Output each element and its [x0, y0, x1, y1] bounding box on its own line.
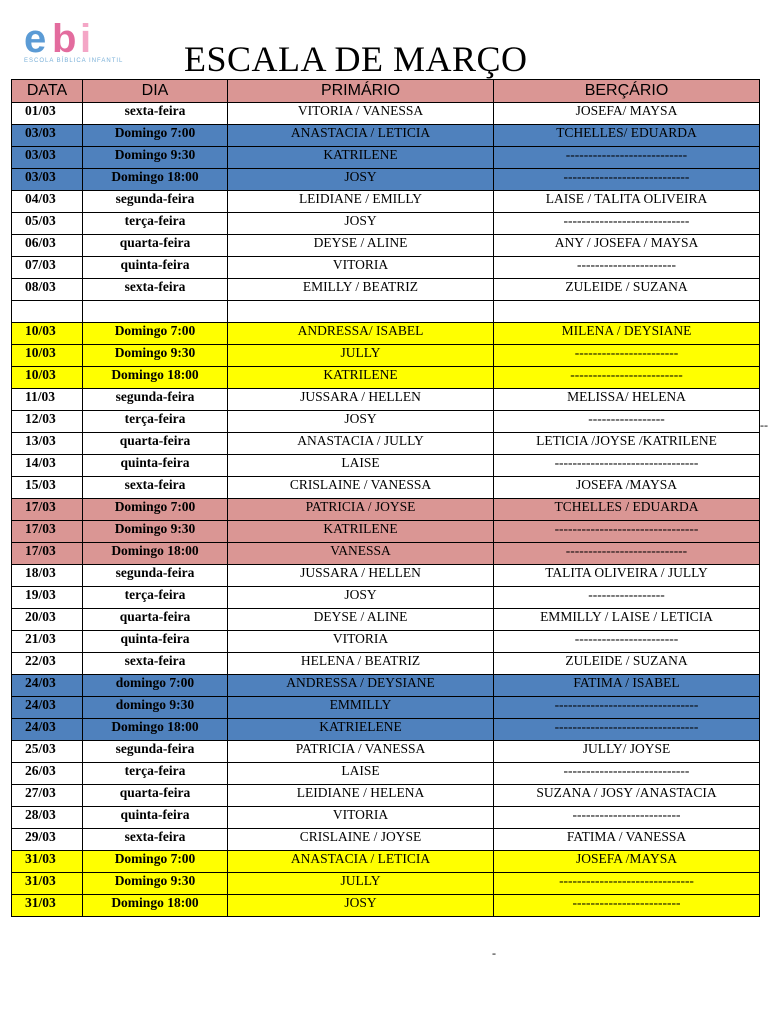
cell-data: 08/03 — [12, 279, 83, 301]
cell-bercario: EMMILLY / LAISE / LETICIA — [494, 609, 760, 631]
cell-primario: LEIDIANE / EMILLY — [228, 191, 494, 213]
svg-text:ESCOLA BÍBLICA INFANTIL: ESCOLA BÍBLICA INFANTIL — [24, 58, 124, 64]
logo — [18, 8, 161, 70]
cell-primario: ANDRESSA/ ISABEL — [228, 323, 494, 345]
table-row — [12, 433, 760, 455]
cell-bercario: -------------------------------- — [494, 697, 760, 719]
cell-data: 18/03 — [12, 565, 83, 587]
table-row — [12, 609, 760, 631]
cell-bercario: ------------------------ — [494, 807, 760, 829]
cell-dia: Domingo 18:00 — [83, 543, 228, 565]
cell-data: 28/03 — [12, 807, 83, 829]
cell-data: 01/03 — [12, 103, 83, 125]
table-row — [12, 829, 760, 851]
svg-text:e: e — [24, 17, 47, 61]
cell-dia: terça-feira — [83, 213, 228, 235]
cell-primario: CRISLAINE / JOYSE — [228, 829, 494, 851]
cell-data: 04/03 — [12, 191, 83, 213]
table-row — [12, 807, 760, 829]
cell-data: 24/03 — [12, 719, 83, 741]
cell-data: 10/03 — [12, 323, 83, 345]
cell-bercario: JOSEFA/ MAYSA — [494, 103, 760, 125]
cell-data: 29/03 — [12, 829, 83, 851]
edge-dash-mark: -- — [760, 418, 768, 432]
cell-data: 17/03 — [12, 521, 83, 543]
cell-dia: Domingo 9:30 — [83, 345, 228, 367]
cell-dia: Domingo 18:00 — [83, 169, 228, 191]
cell-dia: quarta-feira — [83, 609, 228, 631]
table-row — [12, 763, 760, 785]
table-row — [12, 125, 760, 147]
ebi-logo-image — [18, 8, 161, 70]
cell-primario: KATRILENE — [228, 521, 494, 543]
cell-dia: segunda-feira — [83, 191, 228, 213]
cell-data: 21/03 — [12, 631, 83, 653]
cell-dia: domingo 9:30 — [83, 697, 228, 719]
cell-data: 17/03 — [12, 543, 83, 565]
cell-primario: JOSY — [228, 169, 494, 191]
cell-data: 06/03 — [12, 235, 83, 257]
cell-dia: quinta-feira — [83, 631, 228, 653]
cell-primario: LEIDIANE / HELENA — [228, 785, 494, 807]
cell-primario: VITORIA — [228, 257, 494, 279]
cell-primario: VITORIA — [228, 807, 494, 829]
cell-primario: JUSSARA / HELLEN — [228, 565, 494, 587]
cell-data: 20/03 — [12, 609, 83, 631]
cell-bercario: ANY / JOSEFA / MAYSA — [494, 235, 760, 257]
cell-bercario: TCHELLES / EDUARDA — [494, 499, 760, 521]
svg-text:b: b — [52, 17, 77, 61]
cell-dia: domingo 7:00 — [83, 675, 228, 697]
cell-dia: Domingo 9:30 — [83, 147, 228, 169]
cell-bercario: JULLY/ JOYSE — [494, 741, 760, 763]
cell-data: 31/03 — [12, 873, 83, 895]
cell-bercario: LETICIA /JOYSE /KATRILENE — [494, 433, 760, 455]
cell-dia: sexta-feira — [83, 829, 228, 851]
cell-dia: Domingo 18:00 — [83, 719, 228, 741]
table-row — [12, 521, 760, 543]
cell-data: 03/03 — [12, 147, 83, 169]
cell-bercario — [494, 301, 760, 323]
cell-dia: Domingo 7:00 — [83, 851, 228, 873]
cell-primario: JOSY — [228, 895, 494, 917]
cell-data: 24/03 — [12, 697, 83, 719]
cell-primario: DEYSE / ALINE — [228, 609, 494, 631]
cell-bercario: ---------------------------- — [494, 213, 760, 235]
cell-dia: quarta-feira — [83, 433, 228, 455]
table-row — [12, 345, 760, 367]
table-row — [12, 631, 760, 653]
cell-primario: JULLY — [228, 345, 494, 367]
cell-dia: segunda-feira — [83, 741, 228, 763]
cell-bercario: ------------------------ — [494, 895, 760, 917]
cell-bercario: TCHELLES/ EDUARDA — [494, 125, 760, 147]
cell-bercario: MELISSA/ HELENA — [494, 389, 760, 411]
cell-bercario: JOSEFA /MAYSA — [494, 477, 760, 499]
cell-bercario: JOSEFA /MAYSA — [494, 851, 760, 873]
cell-dia — [83, 301, 228, 323]
table-row — [12, 477, 760, 499]
cell-primario: PATRICIA / JOYSE — [228, 499, 494, 521]
table-row — [12, 213, 760, 235]
cell-primario: JUSSARA / HELLEN — [228, 389, 494, 411]
cell-primario: JOSY — [228, 411, 494, 433]
cell-bercario: ZULEIDE / SUZANA — [494, 279, 760, 301]
cell-data: 11/03 — [12, 389, 83, 411]
cell-primario: KATRILENE — [228, 367, 494, 389]
table-row — [12, 565, 760, 587]
cell-bercario: --------------------------- — [494, 543, 760, 565]
page-title: ESCALA DE MARÇO — [184, 39, 528, 79]
cell-dia: Domingo 18:00 — [83, 367, 228, 389]
cell-primario: EMMILLY — [228, 697, 494, 719]
cell-dia: terça-feira — [83, 587, 228, 609]
cell-primario: JOSY — [228, 213, 494, 235]
table-row — [12, 367, 760, 389]
table-row — [12, 587, 760, 609]
table-row — [12, 543, 760, 565]
cell-bercario: ---------------------------- — [494, 169, 760, 191]
table-row — [12, 675, 760, 697]
cell-dia: quinta-feira — [83, 807, 228, 829]
cell-primario: VANESSA — [228, 543, 494, 565]
cell-primario: JOSY — [228, 587, 494, 609]
cell-primario — [228, 301, 494, 323]
cell-primario: VITORIA — [228, 631, 494, 653]
cell-data: 31/03 — [12, 851, 83, 873]
cell-primario: LAISE — [228, 455, 494, 477]
cell-bercario: ---------------------------- — [494, 763, 760, 785]
table-row — [12, 851, 760, 873]
cell-primario: KATRIELENE — [228, 719, 494, 741]
header-primario: PRIMÁRIO — [228, 80, 494, 103]
edge-dash-mark: - — [492, 946, 496, 960]
cell-data: 24/03 — [12, 675, 83, 697]
table-row — [12, 191, 760, 213]
cell-primario: DEYSE / ALINE — [228, 235, 494, 257]
cell-bercario: -------------------------------- — [494, 521, 760, 543]
cell-dia: quarta-feira — [83, 785, 228, 807]
cell-dia: Domingo 7:00 — [83, 125, 228, 147]
cell-data: 13/03 — [12, 433, 83, 455]
cell-bercario: ------------------------------ — [494, 873, 760, 895]
blank-row — [12, 301, 760, 323]
cell-dia: sexta-feira — [83, 103, 228, 125]
cell-primario: LAISE — [228, 763, 494, 785]
header-data: DATA — [12, 80, 83, 103]
cell-data: 10/03 — [12, 345, 83, 367]
table-row — [12, 103, 760, 125]
table-row — [12, 873, 760, 895]
cell-bercario: FATIMA / ISABEL — [494, 675, 760, 697]
cell-data: 17/03 — [12, 499, 83, 521]
cell-primario: VITORIA / VANESSA — [228, 103, 494, 125]
cell-dia: segunda-feira — [83, 389, 228, 411]
cell-bercario: ------------------------- — [494, 367, 760, 389]
table-row — [12, 697, 760, 719]
table-row — [12, 147, 760, 169]
table-row — [12, 455, 760, 477]
cell-dia: Domingo 9:30 — [83, 873, 228, 895]
cell-bercario: -------------------------------- — [494, 455, 760, 477]
table-row — [12, 719, 760, 741]
cell-dia: segunda-feira — [83, 565, 228, 587]
table-row — [12, 169, 760, 191]
cell-bercario: ----------------- — [494, 587, 760, 609]
table-header-row — [12, 80, 760, 103]
table-row — [12, 257, 760, 279]
table-row — [12, 279, 760, 301]
table-row — [12, 389, 760, 411]
cell-data: 22/03 — [12, 653, 83, 675]
table-row — [12, 653, 760, 675]
cell-data: 27/03 — [12, 785, 83, 807]
header-dia: DIA — [83, 80, 228, 103]
cell-bercario: ---------------------- — [494, 257, 760, 279]
header-bercario: BERÇÁRIO — [494, 80, 760, 103]
cell-primario: JULLY — [228, 873, 494, 895]
cell-primario: PATRICIA / VANESSA — [228, 741, 494, 763]
cell-primario: ANASTACIA / LETICIA — [228, 125, 494, 147]
cell-bercario: FATIMA / VANESSA — [494, 829, 760, 851]
cell-primario: ANASTACIA / JULLY — [228, 433, 494, 455]
cell-data: 10/03 — [12, 367, 83, 389]
cell-bercario: ZULEIDE / SUZANA — [494, 653, 760, 675]
cell-data: 05/03 — [12, 213, 83, 235]
cell-bercario: ----------------- — [494, 411, 760, 433]
cell-data: 03/03 — [12, 125, 83, 147]
cell-data: 31/03 — [12, 895, 83, 917]
cell-primario: CRISLAINE / VANESSA — [228, 477, 494, 499]
cell-bercario: MILENA / DEYSIANE — [494, 323, 760, 345]
cell-bercario: ----------------------- — [494, 631, 760, 653]
cell-dia: terça-feira — [83, 763, 228, 785]
cell-dia: quarta-feira — [83, 235, 228, 257]
schedule-table — [11, 79, 760, 917]
cell-bercario: --------------------------- — [494, 147, 760, 169]
cell-primario: KATRILENE — [228, 147, 494, 169]
cell-data: 26/03 — [12, 763, 83, 785]
cell-dia: terça-feira — [83, 411, 228, 433]
table-row — [12, 323, 760, 345]
cell-primario: ANDRESSA / DEYSIANE — [228, 675, 494, 697]
cell-primario: HELENA / BEATRIZ — [228, 653, 494, 675]
cell-data: 03/03 — [12, 169, 83, 191]
table-row — [12, 785, 760, 807]
cell-bercario: ----------------------- — [494, 345, 760, 367]
cell-data: 15/03 — [12, 477, 83, 499]
cell-dia: sexta-feira — [83, 477, 228, 499]
cell-data: 19/03 — [12, 587, 83, 609]
cell-data: 07/03 — [12, 257, 83, 279]
cell-bercario: -------------------------------- — [494, 719, 760, 741]
table-row — [12, 895, 760, 917]
table-row — [12, 499, 760, 521]
cell-bercario: SUZANA / JOSY /ANASTACIA — [494, 785, 760, 807]
cell-dia: Domingo 7:00 — [83, 499, 228, 521]
cell-bercario: LAISE / TALITA OLIVEIRA — [494, 191, 760, 213]
cell-dia: Domingo 9:30 — [83, 521, 228, 543]
cell-dia: sexta-feira — [83, 279, 228, 301]
cell-primario: ANASTACIA / LETICIA — [228, 851, 494, 873]
cell-bercario: TALITA OLIVEIRA / JULLY — [494, 565, 760, 587]
cell-dia: Domingo 18:00 — [83, 895, 228, 917]
cell-dia: quinta-feira — [83, 455, 228, 477]
cell-data: 25/03 — [12, 741, 83, 763]
cell-data — [12, 301, 83, 323]
cell-data: 14/03 — [12, 455, 83, 477]
cell-dia: sexta-feira — [83, 653, 228, 675]
cell-dia: Domingo 7:00 — [83, 323, 228, 345]
cell-primario: EMILLY / BEATRIZ — [228, 279, 494, 301]
schedule-rows — [12, 103, 760, 917]
cell-dia: quinta-feira — [83, 257, 228, 279]
table-row — [12, 741, 760, 763]
table-row — [12, 411, 760, 433]
cell-data: 12/03 — [12, 411, 83, 433]
table-row — [12, 235, 760, 257]
svg-text:i: i — [80, 17, 92, 61]
